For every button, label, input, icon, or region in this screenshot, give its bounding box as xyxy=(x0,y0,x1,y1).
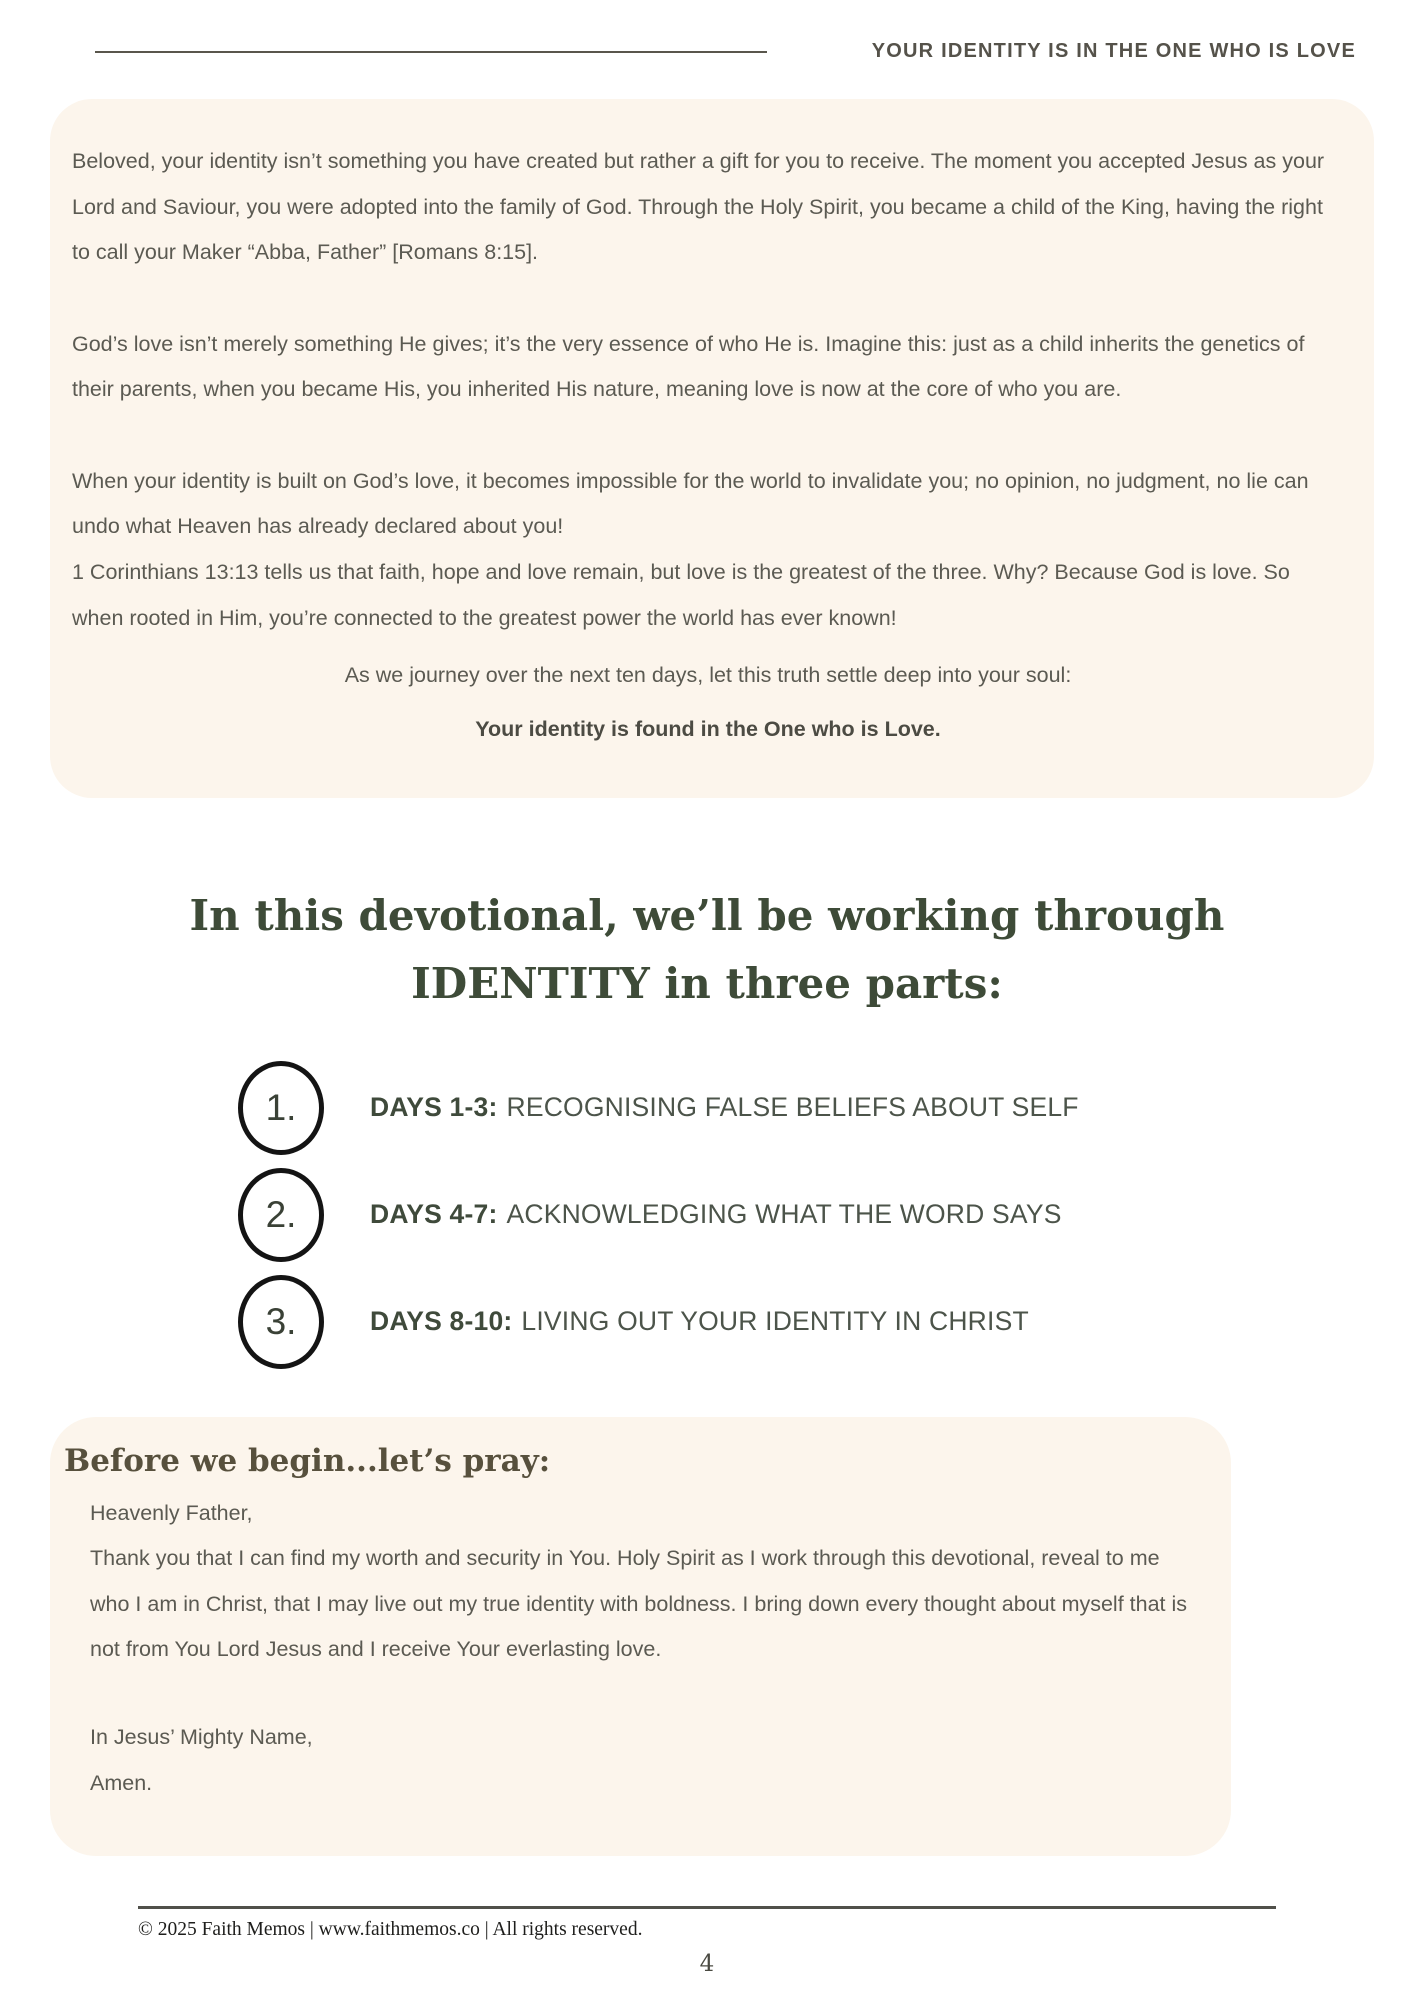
copyright-text: © 2025 Faith Memos | www.faithmemos.co | All rights reserved. xyxy=(138,1919,643,1941)
header-rule xyxy=(95,51,767,53)
page-number: 4 xyxy=(699,1951,715,1978)
part-number-2: 2. xyxy=(265,1193,297,1235)
part-number-circle-3 xyxy=(238,1275,324,1369)
intro-box xyxy=(50,99,1374,798)
prayer-body xyxy=(90,1491,1197,1806)
part-number-3: 3. xyxy=(265,1300,297,1342)
prayer-line-2: Thank you that I can find my worth and security in You. Holy Spirit as I work through this devotional, reveal to me who I am in Christ, that I may live out my true identity with boldness. I bring down every thought about myself that is not from You Lord Jesus and I receive Your everlasting love. xyxy=(90,1546,1188,1662)
prayer-line-1: Heavenly Father, xyxy=(90,1500,253,1525)
part-days-2: DAYS 4-7: xyxy=(370,1199,498,1230)
part-desc-1: RECOGNISING FALSE BELIEFS ABOUT SELF xyxy=(506,1092,1079,1123)
part-label-2 xyxy=(370,1199,1062,1230)
parts-list xyxy=(238,1061,1414,1369)
part-number-circle-1 xyxy=(238,1061,324,1155)
part-days-1: DAYS 1-3: xyxy=(370,1092,498,1123)
part-desc-3: LIVING OUT YOUR IDENTITY IN CHRIST xyxy=(521,1306,1029,1337)
intro-paragraph-2: God’s love isn’t merely something He gives; it’s the very essence of who He is. Imagine this: just as a child inherits the genetics of their parents, when you became His, you inherited His nature, meaning love is now at the core of who you are. xyxy=(72,331,1305,402)
part-number-1: 1. xyxy=(265,1086,297,1128)
section-heading xyxy=(0,882,1414,1016)
part-days-3: DAYS 8-10: xyxy=(370,1306,513,1337)
journey-line: As we journey over the next ten days, let this truth settle deep into your soul: xyxy=(344,663,1072,688)
intro-paragraph-3: When your identity is built on God’s love, it becomes impossible for the world to invalidate you; no opinion, no judgment, no lie can undo what Heaven has already declared about you! xyxy=(72,468,1309,539)
prayer-line-4: Amen. xyxy=(90,1770,153,1795)
part-row-2 xyxy=(238,1168,1414,1262)
prayer-box xyxy=(50,1417,1231,1856)
identity-statement: Your identity is found in the One who is Love. xyxy=(475,716,941,741)
footer-rule xyxy=(138,1906,1276,1909)
intro-paragraph-4: 1 Corinthians 13:13 tells us that faith, hope and love remain, but love is the greatest of the three. Why? Because God is love. So when rooted in Him, you’re connected to the greatest power the world has ever known! xyxy=(72,560,1290,630)
intro-paragraph-1: Beloved, your identity isn’t something you have created but rather a gift for you to receive. The moment you accepted Jesus as your Lord and Saviour, you were adopted into the family of God. Through the Holy Spirit, you became a child of the King, having the right to call your Maker “Abba, Father” [Romans 8:15]. xyxy=(72,149,1325,265)
part-desc-2: ACKNOWLEDGING WHAT THE WORD SAYS xyxy=(506,1199,1062,1230)
part-number-circle-2 xyxy=(238,1168,324,1262)
part-row-3 xyxy=(238,1275,1414,1369)
part-label-3 xyxy=(370,1306,1029,1337)
prayer-heading: Before we begin...let’s pray: xyxy=(64,1442,551,1479)
page-header-title: YOUR IDENTITY IS IN THE ONE WHO IS LOVE xyxy=(871,40,1356,62)
page-footer xyxy=(138,1906,1276,1977)
page-header xyxy=(0,0,1414,63)
part-row-1 xyxy=(238,1061,1414,1155)
part-label-1 xyxy=(370,1092,1079,1123)
section-heading-line-2: IDENTITY in three parts: xyxy=(411,958,1003,1008)
section-heading-line-1: In this devotional, we’ll be working through xyxy=(189,891,1225,941)
prayer-line-3: In Jesus’ Mighty Name, xyxy=(90,1725,313,1750)
